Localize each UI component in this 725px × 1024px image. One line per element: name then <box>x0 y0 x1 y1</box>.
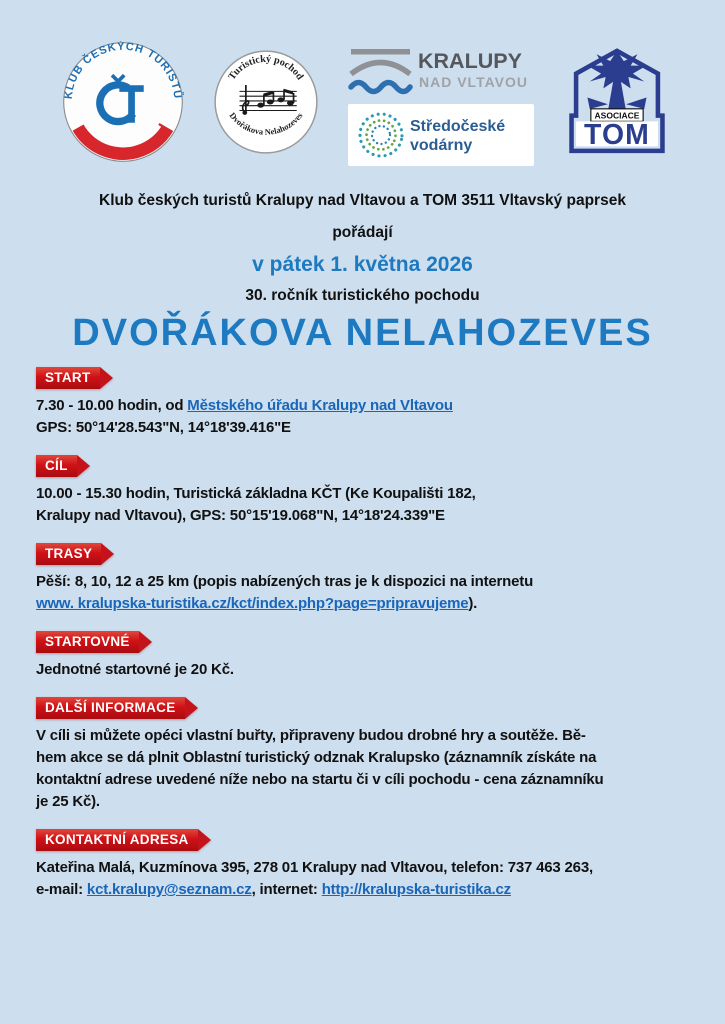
cil-banner-label: CÍL <box>36 455 77 477</box>
kct-logo-icon <box>62 41 184 168</box>
startovne-banner <box>36 631 152 653</box>
organizers-line: Klub českých turistů Kralupy nad Vltavou a TOM 3511 Vltavský paprsek <box>99 192 626 209</box>
tom-text: TOM <box>584 118 650 151</box>
event-edition: 30. ročník turistického pochodu <box>245 287 480 304</box>
trasy-line2-end: ). <box>468 595 478 612</box>
kralupy-vodarny-logos <box>348 42 538 166</box>
dalsi-informace-banner <box>36 697 198 719</box>
info-line4: je 25 Kč). <box>36 793 100 810</box>
kontaktni-adresa-banner-label: KONTAKTNÍ ADRESA <box>36 829 198 851</box>
vodarny-logo-icon <box>348 104 534 166</box>
banner-arrow-icon <box>198 829 211 851</box>
start-banner <box>36 367 113 389</box>
dalsi-informace-text <box>36 725 695 813</box>
kralupy-subname: NAD VLTAVOU <box>419 74 528 90</box>
trasy-line1: Pěší: 8, 10, 12 a 25 km (popis nabízených tras je k dispozici na internetu <box>36 573 534 590</box>
trasy-text <box>36 571 695 615</box>
startovne-text <box>36 659 695 681</box>
trasy-url-link[interactable]: www. kralupska-turistika.cz/kct/index.php?page=pripravujeme <box>36 595 469 612</box>
kralupy-name: KRALUPY <box>418 49 522 73</box>
vodarny-line2: vodárny <box>410 137 473 154</box>
banner-arrow-icon <box>101 543 114 565</box>
contact-email-link[interactable]: kct.kralupy@seznam.cz <box>86 881 252 898</box>
start-gps: GPS: 50°14'28.543"N, 14°18'39.416"E <box>36 419 291 436</box>
cil-line2: Kralupy nad Vltavou), GPS: 50°15'19.068"N, 14°18'24.339"E <box>36 507 445 524</box>
start-text <box>36 395 695 439</box>
contact-internet-label: , internet: <box>251 881 322 898</box>
info-line2: hem akce se dá plnit Oblastní turistický odznak Kralupsko (záznamník získáte na <box>36 749 597 766</box>
trasy-banner <box>36 543 114 565</box>
contact-email-label: e-mail: <box>36 881 87 898</box>
kontaktni-adresa-banner <box>36 829 211 851</box>
trasy-banner-label: TRASY <box>36 543 101 565</box>
start-banner-label: START <box>36 367 100 389</box>
dalsi-informace-banner-label: DALŠÍ INFORMACE <box>36 697 185 719</box>
startovne-line1: Jednotné startovné je 20 Kč. <box>36 661 234 678</box>
pochod-bottom-text: Dvořákova Nelahozeves <box>227 109 305 137</box>
tom-asociace-text: ASOCIACE <box>594 109 640 120</box>
logos-row <box>0 0 725 170</box>
event-title: DVOŘÁKOVA NELAHOZEVES <box>72 312 653 354</box>
pochod-logo-icon <box>213 49 319 160</box>
contact-website-link[interactable]: http://kralupska-turistika.cz <box>321 881 511 898</box>
tom-logo-icon <box>567 45 667 164</box>
cil-banner <box>36 455 90 477</box>
sections <box>0 357 725 901</box>
start-line1-text: 7.30 - 10.00 hodin, od <box>36 397 188 414</box>
banner-arrow-icon <box>100 367 113 389</box>
info-line1: V cíli si můžete opéci vlastní buřty, připraveny budou drobné hry a soutěže. Bě- <box>36 727 586 744</box>
cil-line1: 10.00 - 15.30 hodin, Turistická základna KČT (Ke Koupališti 182, <box>36 485 476 502</box>
pochod-top-text: Turistický pochod <box>226 53 306 82</box>
banner-arrow-icon <box>139 631 152 653</box>
cil-text <box>36 483 695 527</box>
startovne-banner-label: STARTOVNÉ <box>36 631 139 653</box>
kct-ring-text: KLUB ČESKÝCH TURISTŮ <box>62 40 184 100</box>
start-place-link[interactable]: Městského úřadu Kralupy nad Vltavou <box>187 397 453 414</box>
organize-verb: pořádají <box>332 224 393 241</box>
info-line3: kontaktní adrese uvedené níže nebo na startu či v cíli pochodu - cena záznamníku <box>36 771 604 788</box>
kralupy-logo-icon <box>348 42 538 98</box>
contact-line1: Kateřina Malá, Kuzmínova 395, 278 01 Kralupy nad Vltavou, telefon: 737 463 263, <box>36 859 593 876</box>
banner-arrow-icon <box>77 455 90 477</box>
banner-arrow-icon <box>185 697 198 719</box>
kontaktni-adresa-text <box>36 857 695 901</box>
vodarny-line1: Středočeské <box>410 118 506 135</box>
event-date: v pátek 1. května 2026 <box>252 253 473 276</box>
